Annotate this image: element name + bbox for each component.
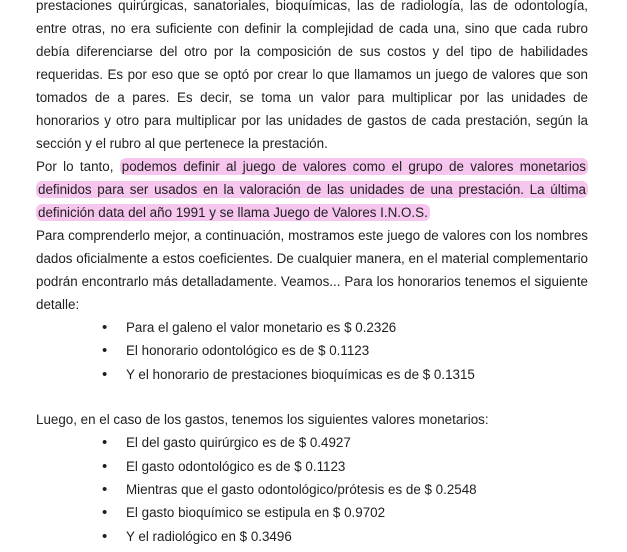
paragraph-complexity: prestaciones quirúrgicas, sanatoriales, bioquímicas, las de radiología, las de odontología, entre otras, no era suficiente con definir la complejidad de cada una, sino que cada rubro debía diferenciarse del otro por la composición de sus costos y del tipo de habilidades requeridas. Es por eso que se optó por crear lo que llamamos un juego de valores que son tomados de a pares. Es decir, se toma un valor para multiplicar por las unidades de honorarios y otro para multiplicar por las unidades de gastos de cada prestación, según la sección y el rubro al que pertenece la prestación. <box>36 0 588 151</box>
list-item: • El gasto odontológico es de $ 0.1123 <box>36 455 588 478</box>
gastos-list <box>36 431 588 548</box>
list-item: • Mientras que el gasto odontológico/prótesis es de $ 0.2548 <box>36 478 588 501</box>
honorarios-list <box>36 316 588 386</box>
paragraph-gastos-intro: Luego, en el caso de los gastos, tenemos los siguientes valores monetarios: <box>36 412 489 428</box>
highlighted-definition: podemos definir al juego de valores como el grupo de valores monetarios definidos para ser usados en la valoración de las unidades de una prestación. La última definición data del año 1991 y se llama Juego de Valores I.N.O.S. <box>38 159 586 220</box>
paragraph-explanation: Para comprenderlo mejor, a continuación, mostramos este juego de valores con los nombres dados oficialmente a estos coeficientes. De cualquier manera, en el material complementario podrán encontrarlo más detalladamente. Veamos... Para los honorarios tenemos el siguiente detalle: <box>36 228 588 312</box>
spacer <box>36 386 588 408</box>
document-page <box>36 0 588 548</box>
list-item: • El del gasto quirúrgico es de $ 0.4927 <box>36 431 588 454</box>
paragraph-definition <box>36 155 588 224</box>
list-item: • El gasto bioquímico se estipula en $ 0.9702 <box>36 501 588 524</box>
list-item: • Y el radiológico en $ 0.3496 <box>36 525 588 548</box>
list-item: • Y el honorario de prestaciones bioquímicas es de $ 0.1315 <box>36 363 588 386</box>
list-item: • El honorario odontológico es de $ 0.1123 <box>36 339 588 362</box>
list-item: • Para el galeno el valor monetario es $ 0.2326 <box>36 316 588 339</box>
definition-lead: Por lo tanto, <box>36 159 120 174</box>
